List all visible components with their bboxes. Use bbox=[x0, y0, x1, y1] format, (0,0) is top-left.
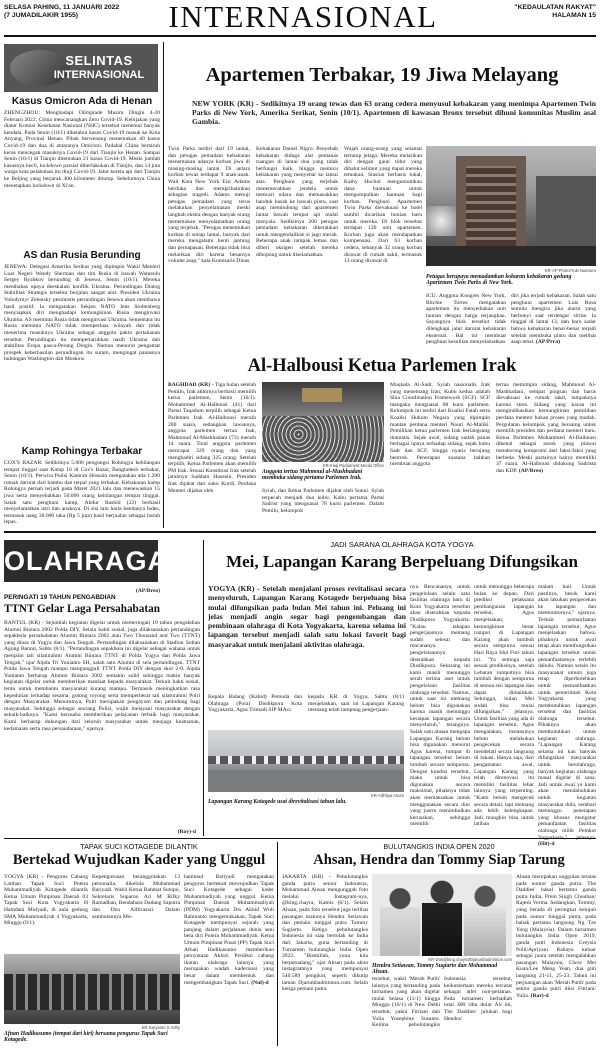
ttnt-headline: TTNT Gelar Laga Persahabatan bbox=[4, 603, 160, 615]
bottom-divider bbox=[277, 842, 278, 1046]
halbousi-headline: Al-Halbousi Ketua Parlemen Irak bbox=[247, 356, 517, 376]
halbousi-col-1-text: Tiga bulan setelah Pemilu, Irak akhirnya berhasil memilih ketua parlemen, Senin (10/1). Mohammed Al-Halbousi (41) dari Partai Taqadum terpilih sebagai Ketua Parlemen Irak. Al-Halbousi meraih 200 suara, sedangkan lawannya, anggota parlemen tertua Irak, Mahmoud Al-Mashhadani (73) meraih 14 suara. Total anggota parlemen mencapai 329 orang dan yang menghadiri sidang 325 orang. Setelah terpilih, Ketua Parlemen akan memilih PM Irak. Sesuai Konstitusi Irak setelah jatuhnya Saddam Hussein, Presiden Irak dijabat dari suku Kurdi, Perdana Menteri dijabat oleh bbox=[168, 382, 256, 494]
bertekad-photo bbox=[4, 954, 180, 1024]
bertekad-headline: Bertekad Wujudkan Kader yang Unggul bbox=[12, 852, 266, 868]
ttnt-body: BANTUL (KR) - Sejumlah kegiatan digelar untuk memeringati 19 tahun pengabdian Alumni Bintara 2002 Polda DIY. Selain bakti sosial, juga dilaksanakan pertandingan sepakbola persahabatan Alumni Bintara 2002 atau Two Thousand and Two (TTNT) yang dinas di Yogya dan Jawa Tengah. Pertandingan dilaksanakan di Stadion Sultan Agung Bantul, Sabtu (8/1). "Pertandingan sepakbola ini digelar sebagai wahana untuk menjalin tali silaturahmi Alumni Bintara TTNT di Polda Yogya dan Polda Jawa Tengah," ujar Aipda Tri Yunianto SH, salah satu Alumni di sela pertandingan. TTNT Polda Jawa Tengah mampu mengungguli TTNT Polda DIY dengan skor 2-0. Aipda Yunianto berharap Alumni Bintara 2002 semakin solid sehingga makin banyak kegiatan digelar untuk memberikan manfaat kepada masyarakat. Terkait bakti sosial, tentu untuk membantu masyarakat kurang mampu. Termasuk meningkatkan rasa kepedulian terhadap sesama, gotong royong serta memperberat tali silaturahmi Polri dengan Masyarakat. Menurutnya, Polri merupakan pengayom dan pelindung bagi masyarakat. Sehingga sebagai seorang Polisi, wajib melayani masyarakat dengan sebaik-baiknya. "Kami berusaha memberikan pelayanan terbaik bagi masyarakat. Kami berharap dukungan dari seluruh masyarakat untuk menjaga keamanan, kedamaian serta rasa persaudaraan," ujarnya. bbox=[4, 620, 200, 732]
halbousi-col-4 bbox=[496, 382, 596, 527]
karang-headline: Mei, Lapangan Karang Berpeluang Difungsikan bbox=[226, 552, 578, 571]
karang-col-1: Kepala Bidang (Kabid) Pemuda dan Olahraga (Pora) Disdikpora Kota Yogyakarta, Agus Trimadi SIP MAcc bbox=[208, 694, 302, 714]
karang-col-3: untuk menunggu beberapa bulan ke depan. Dari prediksi pelaksana pembangunan lapangan tersebut, Agus menjelaskan, kemungkinan besar rumput di Lapangan Karang akan tumbuh secara sempurna sesuai Hari Raya Idul Fitri tahun ini. "Ya semoga saja sesuai prediksinya, setelah Lebaran rumputnya bisa tumbuh dengan sempurna di semua sisi lapangan dan dapat dimainkan. Sehingga, bulan Mei sudah bisa mulai difungsikan," jelasnya. Untuk fasilitas yang ada di lapangan tersebut, Agus mengatakan, instansinya belum melakukan pengecekan secara mendetail secara langsung di lokasi. Hanya saja, dari pengamatan awal, Lapangan Karang yang telah direnovasi itu memiliki fasilitas lebar lainnya yang terpenting. "Kami belum mengecek secara detail, tapi memang ada lebih kelengkapan. Jadi mungkin bisa untuk latihan bbox=[474, 584, 534, 828]
halbousi-col-3: Moqtada Al-Sadr, Syiah nasionalis Irak yang menentang Iran, Kubu kedua adalah Shia Coordination Framework (SCF). SCF mengaku menguasai 88 kursi parlemen. Kelompok ini terdiri dari Koalisi Fatah serta Koalisi Hukum Negara yang dipimpin mantan perdana menteri Nouri Al-Maliki. Pemilihan ketua parlemen Irak berlangsung dramatis. Sejak awal, sidang sudah panas berbagai upaya terhadap sidang, sejak kubu Sadr dan SCF, hingga nyaris berujung bentrok. Penerapan suasana bahkan membuat anggota bbox=[390, 382, 490, 468]
apartemen-col-1: Twin Parks terdiri dari 19 lantai, dan petugas pemadam kebakaran menemukan adanya korban jiwa di masing-masing lantai. Di antara korban tewas terdapat 9 anak-anak. Wali Kota New York Eric Adams berduka dan memprihatinkan sebagian tragedi. Adams menuji petugas pemadam yang terus melakukan penyelamatan meski langkah ekstra dengan banyak orang menemukan menyelamatkan orang yang terjebak. "Petugas menemukan korban di setiap lantai, banyak dari mereka mengalami henti jantung dan pernapasan. Beberapa tidak bisa melarikan diri karena besarnya volume asap," kata Komisaris Dinas bbox=[168, 146, 250, 265]
bertekad-col-1: YOGYA (KR) - Pengurus Cabang Latihan Tapak Suci Putera Muhammadiyah Kotagede dilantik Ketua Umum Pimpinan Daerah 03 Tapak Suci Kota Yogyakarta H Hamdani Mulyadi, di aula gedung SMA Muhammadiyah 4 Yogyakarta, Minggu (9/1). bbox=[4, 874, 88, 927]
apartemen-col-4: ICU. Anggota Kongres New York, Ritchie Torres mengatakan apartemen itu menyediakan unit hunian dengan harga terjangkau. Sayangnya blok tersebut tidak dilengkapi jalur darurat kebakaran eksternal. Hal ini membuat penghuni kesulitan menyelamatkan bbox=[426, 293, 506, 346]
apartemen-headline: Apartemen Terbakar, 19 Jiwa Melayang bbox=[205, 64, 559, 86]
ahsan-photo bbox=[372, 874, 512, 956]
apartemen-photo bbox=[426, 146, 596, 266]
karang-photo bbox=[208, 730, 404, 792]
karang-lead bbox=[208, 584, 406, 692]
karang-photo-caption: Lapangan Karang Kotagede usai direvitalisasi tahun lalu. bbox=[208, 799, 347, 805]
olahraga-banner: OLAHRAGA bbox=[4, 540, 158, 582]
apartemen-col-5-text: diri jika terjadi kebakaran. Salah satu penghuni apartemen Luis Rosa semula mengira jika alarm yang berbunyi saat terdengar sirine. Ia tinggal di lantai 13, dan baru sadar bahwa kebakaran benar-benar terjadi setelah membuka pintu dan melihat asap tebal. bbox=[511, 293, 596, 346]
rohingya-body: COX'S BAZAR: Sedikitnya 5.000 pengungsi Rohingya kehilangan tempat tinggal saat Kamp 16 di Cox's Bazar, Bangladesh terbakar, Senin (10/1). Perwira Polisi Kamran Hossain mengatakan ada 1.200 rumah darurat dari bambu dan terpal yang terbakar. Kebakaran kamp Rohingya pernah terjadi pada Maret 2021 lalu dan menewaskan 15 jiwa serta menyebabkan 50.000 orang kehilangan tempat tinggal. Salah satu penghuni kamp, Abdur Rashid (22) berhasil menyelamatkan istri dan anaknya. Di sisi lain harta bendanya ludes, termasuk uang 30.000 taka (Rp 5 juta) hasil berjualan sebagai buruh lepas. bbox=[4, 460, 160, 526]
date-javanese: (7 JUMADILAKIR 1955) bbox=[4, 12, 79, 19]
section-divider bbox=[4, 531, 596, 533]
ahsan-col-1: JAKARTA (KR) - Pebulutangkis ganda putra senior Indonesia, Mohammad Ahsan mengunggah foto melalui Instagram-nya, @king.chayra, Kamis (6/1). Selain Ahsan, pada foto tersebut juga terlihat pasangan mainnya Hendra Setiawan dan pemain tunggal putra Tommy Sugiarto. Ketiga pebulutangkis Indonesia ini siap bertolak ke India dari Jakarta, guna bertanding di Turnamen bulutangkis India Open 2022. "Bismillah, yuuu kita berpetualang," ujar Ahsan pada akun instagramnya yang mempunyai 540.589 pengikut, seperti dikutip laman Djarumbadminton.com. Selain ketiga pemain putra bbox=[282, 874, 368, 993]
paper-info bbox=[490, 4, 596, 20]
bertekad-credit: (Nul)-d bbox=[251, 979, 269, 986]
ahsan-col-3 bbox=[516, 874, 596, 1046]
halbousi-col-2: Syiah, dan Ketua Parlemen dijabat oleh Sunni. Syiah terpecah menjadi dua kubu. Kubu pertama Partai Sadrist yang menguasai 78 kursi parlemen. Dalam Pemilu, kelompok bbox=[262, 488, 384, 514]
bertekad-photo-caption: Afnan Hadikusumo (tempat dari kiri) bersama pengurus Tapak Suci Kotagede. bbox=[4, 1031, 168, 1044]
ahsan-headline: Ahsan, Hendra dan Tommy Siap Tarung bbox=[313, 852, 565, 868]
ttnt-story bbox=[4, 594, 200, 836]
apartemen-dateline: NEW YORK (KR) - bbox=[192, 99, 259, 108]
karang-lead-text: Setelah menjalani proses revitalisasi secara menyeluruh, Lapangan Karang Kotagede berpeluang bisa mulai difungsikan pada bulan Mei tahun ini. Peluang ini jelas menjadi angin segar bagi pengembangan dan pembinaan olahraga di Kota Yogyakarta, karena selama ini lapangan tersebut menjadi salah satu lokasi favorit bagi masyarakat untuk menjalani aktivitas olahraga. bbox=[208, 584, 406, 649]
omicron-body: ZHENGZHOU: Menghadapi Olimpiade Musim Dingin 4-20 Februari 2022, China mencanangkan Zero Covid-19. Kebijakan yang diatur Komisi Kesehatan Nasional (NHC) tersebut menemui banyak kendala. Pada Senin (10/1) diketahui kasus Covid-19 masuk ke Kota Anyang, Provinsi Henan. Pihak berwenang menemukan 40 kasus Covid-19 dan dua di antaranya Omicron. Padahal China bertaruh keras mencegah masuknya Covid-19 dari Tianjin ke Henan. Sampai Senin (10/1) di Tianjin ditemukan 21 kasus Covid-19. Meski jumlah kasusnya kecil, lockdown parsial diberlakukan di Tianjin, dan 14 juta warga kota pelabuhan itu diuji Covid-19. Jalur kereta api dari Tianjin ke Beijing yang berjarak 400 kilometer ditutup. Sebelumnya China menetapkan lockdown di Xi'an. bbox=[4, 110, 160, 189]
lower-divider bbox=[4, 838, 596, 839]
halbousi-photo-caption: Anggota tertua Mahmoud al-Mashhadani membuka sidang pertama Parlemen Irak. bbox=[262, 469, 363, 482]
karang-col-2: nya. Rencananya, untuk pengelolaan selain satu fasilitas olahraga baru di Kota Yogyakarta tersebut akan diserahkan kepada Disdikpora Yogyakarta. "Kalau tahapan pengerjaannya memang sudah selesai dan rencananya pengelolaannya diserahkan kepada Disdikpora. Sekarang ini kami masih menunggu serah terima aset untuk pengelolaan fasilitas olahraga tersebut. Namun, untuk saat ini memang belum bisa digunakan karena masih menunggu kesiapan lapangan secara menyeluruh," terangnya. Salah satu alasan mengapa Lapangan Karang belum bisa digunakan menurut Agus karena, rumput di lapangan tersebut belum tumbuh secara sempurna. Dengan kondisi tersebut, maka untuk bisa digunakan secara maksimal, pihaknya tidak akan memaksakan untuk menggunakan secara dini yang justru menimbulkan kerusakan, sehingga memilih bbox=[410, 584, 470, 828]
halbousi-photo-credit: KR-Iraqi Parliament Media Office bbox=[322, 463, 384, 468]
apartemen-photo-caption: Petugas berupaya memadamkan kobaran kebakaran gedung Apartemen Twin Parks di New York. bbox=[426, 274, 572, 287]
karang-col-4 bbox=[538, 584, 596, 848]
ttnt-kicker: PERINGATI 19 TAHUN PENGABDIAN bbox=[4, 594, 116, 601]
apartemen-photo-credit: KR-AP Photo/Yuki Iwamura bbox=[544, 268, 596, 273]
halbousi-col-4-text: tertua memimpin sidang, Mahmoud Al-Mashhadani, sempat pingsan dan harus dievakuasi ke rumah sakit, tampaknya karena stres. Sidang yang kacau itu mengindikasikan kemungkinan pemilihan perdana menteri bukan proses yang mudah. Pergulatan kelompok yang bersaing untuk memilih presiden dan perdana menteri baru. Ketua Parlemen Mohammed Al-Halbousi dikenal sebagai sosok yang piawai mendorong kompromi dari faksi-faksi yang berbeda. Meski partainya hanya memiliki 37 suara, Al-Halbousi didukung Sadrista dan KDP. bbox=[496, 382, 596, 474]
selintas-label-sub: INTERNASIONAL bbox=[53, 69, 145, 81]
ahsan-photo-caption: Hendra Setiawan, Tommy Sugiarto dan Mohammad Ahsan. bbox=[372, 963, 498, 976]
selintas-header bbox=[4, 44, 158, 92]
page-number: HALAMAN 15 bbox=[552, 12, 596, 19]
apartemen-col-2: Kebakaran Daniel Nigro. Penyebab kebakaran diduga alat pemanas ruangan di lantai dua yang tidak berfungsi baik, hingga memicu kebakaran yang menyebar ke lantai atas. Penghuni yang terjebak menemecahkan jendela untuk mencari udara dan memasukkan handuk basah ke bawah pintu, saat asap membubung dari apartemen lantai bawah tempat api mulai menyala. Sedikitnya 200 petugas pemadam kebakaran dikerahkan untuk mengendalikan si jago merah. Beberapa anak tampak lemas dan diberi oksigen setelah mereka dibopong untuk diselamatkan. bbox=[256, 146, 338, 258]
ttnt-credit: (Roy)-d bbox=[177, 829, 196, 835]
ahsan-photo-credit: KR-Dok@king.chayra/Djarumbadminton.com bbox=[428, 957, 512, 962]
section-title: INTERNASIONAL bbox=[168, 0, 438, 34]
date-gregorian: SELASA PAHING, 11 JANUARI 2022 bbox=[4, 4, 120, 11]
ahsan-kicker: BULUTANGKIS INDIA OPEN 2020 bbox=[383, 842, 495, 851]
halbousi-photo bbox=[262, 382, 384, 462]
apartemen-col-5 bbox=[511, 293, 596, 346]
halbousi-credit: (AP/Breo) bbox=[518, 467, 543, 474]
date-line bbox=[4, 4, 119, 20]
apartemen-credit: (AP/Prra) bbox=[536, 339, 560, 346]
karang-photo-credit: KR-Adhitya Anom bbox=[370, 793, 404, 798]
apartemen-lead-text: Sedikitnya 19 orang tewas dan 63 orang cedera menyusul kebakaran yang menimpa Apartemen Twin Parks di New York, Amerika Serikat, Senin (10/1). Apartemen di kawasan Bronx tersebut dihuni komunitas Muslim asal Gambia. bbox=[192, 99, 596, 126]
bertekad-kicker: TAPAK SUCI KOTAGEDE DILANTIK bbox=[80, 842, 198, 851]
halbousi-dateline: BAGHDAD (KR) - bbox=[168, 382, 214, 388]
apartemen-lead bbox=[192, 99, 596, 126]
rohingya-headline: Kamp Rohingya Terbakar bbox=[21, 446, 143, 457]
ahsan-col-2: tersebut, wakil 'Merah Putih' lainnya yang bertanding pada turnamen yang akan digelar mulai Selasa (11/1) hingga Minggu (16/1) di New Delhi tersebut, yakni Fitriani dan Yulia Yosephine Susanto. Kelima pebulutangkis Indonesia tersebut, keikutsertaan mereka tercatat sebagai atlet non-pelatnas. Pada turnamen berhadiah total 400 ribu dolar AS ini, The Daddies' julukan bagi Hendra/ bbox=[372, 976, 512, 1029]
sidebar-divider bbox=[163, 42, 164, 528]
omicron-headline: Kasus Omicron Ada di Henan bbox=[11, 96, 153, 107]
olahraga-divider bbox=[203, 540, 204, 836]
karang-kicker: JADI SARANA OLAHRAGA KOTA YOGYA bbox=[330, 540, 474, 549]
halbousi-col-1 bbox=[168, 382, 256, 527]
rohingya-credit: (AP/Breo) bbox=[135, 588, 160, 594]
karang-col-1b: kepada KR di Yogya, Sabtu (8/1) menjelaskan, saat ini Lapangan Karang memang telah rampung pengerjaan- bbox=[308, 694, 404, 714]
selintas-label: SELINTAS bbox=[65, 53, 133, 68]
masthead-rule bbox=[4, 35, 596, 37]
bertekad-photo-credit: KR-Saryanto S Adhy bbox=[141, 1025, 180, 1030]
karang-dateline: YOGYA (KR) - bbox=[208, 584, 260, 593]
as-russia-headline: AS dan Rusia Berunding bbox=[23, 250, 141, 261]
apartemen-col-3: Wajah orang-orang yang selamat tertutup jelaga. Mereka melarikan diri dengan gaun tidur yang dibalut selimut yang dapat mereka temukan. Stasiun berbasis lokal, Kathy Hochul mengumumkan dana bantuan untuk mengumpulkan bantuan bagi korban. Penghuni Apartemen Twin Parks dievakuasi ke hotel sambil dicarikan hunian baru untuk mereka. Di blok tersebut terdapat 120 unit apartemen. Korban juga akan mendapatkan kompensasi. Dari 63 korban cedera, sebanyak 32 orang korban dirawat di rumah sakit, termasuk 13 orang dirawat di bbox=[344, 146, 422, 265]
as-russia-body: JENEWA: Delegasi Amerika Serikat yang dipimpin Wakil Menteri Luar Negeri Wendy Sherman dan tim Rusia di bawah Wamenlu Sergey Ryabkov berunding di Jenewa, Senin (10/1). Mereka membahas upaya deeskalasi konflik Ukraina. Perundingan Dialog Stabilitas Strategis tersebut berjalan sangat alot. Presiden Ukraina Volodymyr Zelensky pesimistis perundingan Jenewa akan membawa hasil positif. Ia mengatakan Sekjen NATO Jens Stoltenberg menyiapkan diri menghadapi kemungkinan Rusia menginvasi Ukraina. AS meminta Rusia tidak menginvasi Ukraina. Sementara itu Rusia meminta NATO tidak memperluas wilayah dan tidak menerima masuknya Ukraina sebagai anggota pakta pertahanan tersebut. Perundingan itu mempertaruhkan nasib Ukraina dan stabilitas Eropa pasca-Perang Dingin. Namun menurut pengamat prospek keberhasilan perundingan itu suram, mengingat panasnya hubungan Washington dan Moskow. bbox=[4, 264, 160, 363]
bertekad-col-3 bbox=[184, 874, 274, 1046]
bertekad-col-2: Kepengurusan beranggotakan 13 personalia, dikelola Muhammad Bariyadi. Wakil Ketua Rahmat Sutopo, Sekretaris Suparno Ari M Rifky Ramadhan, Bendahara Dadang Saputra dan Dzu Alfitrasari. Dalam sambutannya Mu- bbox=[92, 874, 180, 920]
ahsan-col-3-text: Ahsan merupakan unggulan teratas pada nomor ganda putra. The Daddies' bakal bertemu ganda putra India, Prem Singh Chouhan/ Rajesh Verma. Sedangkan, Tommy, yang berada di peringkat ketujuh pada nomor tunggal putra, pada babak pertama langsung Ng Tze Yong (Malaysia). Dalam turnamen bulutangkis India Open 2019, ganda putri Indonesia Greysia Polii/Apriyani Rahayu keluar sebagai juara setelah mengalahkan pasangan Malaysia, Chow Mei Kuan/Lee Meng Yean, dua gim langsung 21-11, 25-23. Tahun ini perjuangan akan 'Merah Putih' pada sektor ganda putri diisi Fitriani/ Yulia. bbox=[516, 874, 596, 999]
bertekad-col-3-text: hammad Bariyadi mengatakan pengurus bertekad mewujudkan Tapak Suci Kotagede sebagai kader Muhammadiyah yang unggul. Ketua Pimpinan Daerah Muhammadiyah (PDM) Yogyakarta Drs Akhid Widi Rahmanto mengemukakan, Tapak Suci Kotagede mempunyai sejarah yang panjang dalam perjalanan dunia seni bela diri Putera Muhammadiyah. Ketua Umum Pimpinan Pusat (PP) Tapak Suci Afnan Hadikusumo memberikan pernyataan Akhid. Prediksi cabang ikutan olahraga lainnya yang merupakan wadah kaderisasi yang besar dalam membentuk dan mengembangkan Tapak Suci. bbox=[184, 874, 274, 986]
karang-credit: (Hit)-d bbox=[538, 841, 555, 848]
karang-col-4-text: malam hari. Untuk pastinya, besok kami akan lakukan pengecekan ke lapangan dan memonitornya," ujarnya. Terkait pemanfaatan lapangan tersebut, Agus menjelaskan bahwa, pihaknya untuk awal tetap akan memfungsikan lapangan tersebut untuk pemanfaatannya terlebih dahulu. Namun selain itu masyarakat umum juga tetap diperbolehkan untuk memanfaatkan untuk pemerintah Kota Yogyakarta yang membutuhkan lapangan tersebut dan fasilitas olahraga tersebut. Pihaknya akan membutuhkan untuk kegiatan olahraga. "Lapangan Karang selama ini kan banyak difungsikan masyarakat untuk berolahraga, banyak kegiatan olahraga masal digelar di sana. Jadi untuk awal ya kami akan mendahulukan untuk kegiatan masyarakat dulu, sembari menunggu penetapan yang khusus mengatur pemanfaatan fasilitas olahraga milik Pemkot bbox=[538, 584, 596, 834]
ahsan-credit: (Rar)-d bbox=[530, 992, 549, 999]
paper-name: "KEDAULATAN RAKYAT" bbox=[514, 4, 596, 11]
